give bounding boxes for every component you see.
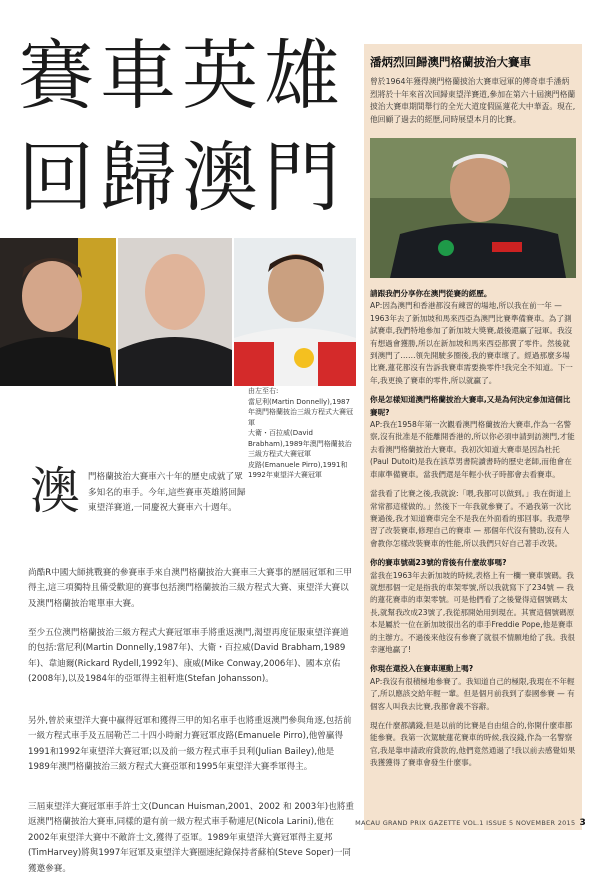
body-paragraph: 另外,曾於東望洋大賽中贏得冠軍和獲得三甲的知名車手也將重返澳門參與角逐,包括前一級方程式車手及五屆勒芒二十四小時耐力賽冠軍皮路(Emanuele Pirro),他曾贏得1991和1992年東望洋大賽冠軍;以及前一級方程式車手貝利(Julian Bailey),他是1989年澳門格蘭披治三級方程式大賽亞軍和1995年東望洋大賽季軍得主。 — [28, 716, 352, 773]
photo-david-brabham — [118, 238, 232, 386]
sidebar-photo — [370, 138, 576, 278]
headline-line-1: 賽車英雄 — [18, 31, 346, 120]
portrait-david-brabham-icon — [118, 238, 232, 386]
portrait-arthur-pun-icon — [370, 138, 576, 278]
interview-answer: 當我看了比賽之後,我就說:「喂,我都可以做到。」我在街道上常常都這樣做的。」然後下一年我就參賽了。不過我第一次比賽過後,我才知道賽車完全不是我在外面看的那回事。我還學習了改裝賽車,修理自己的賽車 — 那個年代沒有贊助,沒有人會教你怎樣改裝賽車的性能,所以我們只好自己著手改裝。 — [370, 489, 572, 548]
page-footer — [355, 818, 586, 828]
body-paragraph: 至少五位澳門格蘭披治三級方程式大賽冠軍車手將重返澳門,渴望再度征服東望洋賽道的包括:當尼利(Martin Donnelly,1987年)、大衛・百拉威(David Brabham,1989年)、韋迪爾(Rickard Rydell,1992年)、康威(Mike Conway,2006年)、國本京佑(2008年),以及1984年的亞軍得主祖軒進(Stefan Johansson)。 — [28, 628, 349, 685]
photo-caption — [248, 386, 356, 481]
interview-answer: 當我在1963年去新加坡的時候,表格上有一欄一賽車號碼。我就想那個一定是指我的車架零號,所以我就寫下了234號 — 我的蓮花賽車的車架零號。可是他們看了之後覺得這個號碼太長,就幫我改成23號了,我從那開始用到現在。其實這個號碼原本是屬於一位在新加坡很出名的車手Freddie Pope,他是賽車的主辦方。不過後來他沒有參賽了就很不情願地給了我。我很幸運地贏了! — [370, 570, 576, 654]
photo-martin-donnelly — [0, 238, 116, 386]
sidebar-intro: 曾於1964年獲得澳門格蘭披治大賽車冠軍的傳奇車手潘炳烈將於十年來首次回歸東望洋賽道,參加在第六十屆澳門格蘭披治大賽車期間舉行的全光大道度假區蓮花大中華盃。現在,他回顧了過去的經歷,同時展望本月的比賽。 — [370, 77, 576, 124]
body-paragraph: 尚酷R中國大師挑戰賽的參賽車手來自澳門格蘭披治大賽車三大賽事的歷屆冠軍和三甲得主,這三項獨特且備受歡迎的賽事包括澳門格蘭披治三級方程式大賽、東望洋大賽以及澳門格蘭披治電單車大賽。 — [28, 568, 352, 609]
caption-line: 當尼利(Martin Donnelly),1987年澳門格蘭披治三級方程式大賽冠軍 — [248, 397, 353, 427]
page-number: 3 — [579, 818, 586, 828]
interview-question: 請跟我們分享你在澳門從賽的經歷。 — [370, 289, 492, 298]
interview-answer: AP:因為澳門和香港都沒有練習的場地,所以我在前一年 — 1963年去了新加坡和馬來西亞為澳門比賽準備賽車。為了測試賽車,我們特地參加了新加坡大獎賽,最後還贏了冠軍。我沒有想過會獲勝,所以在新加坡和馬來西亞都賣了零件。然後就到澳門了……領先開駛多圈後,我的賽車壞了。經過那麼多場比賽,蓮花都沒有告訴我賽車需要換零件!我完全不知道。下一年,我更換了賽車的零件,所以就贏了。 — [370, 301, 573, 385]
footer-text: MACAU GRAND PRIX GAZETTE VOL.1 ISSUE 5 NOVEMBER 2015 — [355, 819, 576, 827]
portrait-martin-donnelly-icon — [0, 238, 116, 386]
caption-line: 大衛・百拉威(David Brabham),1989年澳門格蘭披治三級方程式大賽冠軍 — [248, 429, 352, 458]
interview-question: 你的賽車號碼23號的背後有什麼故事嗎? — [370, 558, 507, 568]
body-paragraph: 三屆東望洋大賽冠軍車手許士文(Duncan Huisman,2001、2002 和 2003年)也將重返澳門格蘭披治大賽車,同樣的還有前一級方程式車手勒連尼(Nicola Larini),他在2002年東望洋大賽中不敵許士文,獲得了亞軍。1989年東望洋大賽冠軍得主夏邦(TimHarvey)將與1997年冠軍及東望洋大賽圈速紀錄保持者蘇柏(Steve Soper)一同獲邀參賽。 — [28, 802, 354, 874]
portrait-emanuele-pirro-icon — [234, 238, 356, 386]
interview-question: 你現在還投入在賽車運動上嗎? — [370, 664, 474, 674]
caption-intro: 由左至右: — [248, 387, 279, 395]
interview-answer: 現在什麼都講錢,但是以前的比賽是自由組合的,你開什麼車都能參賽。我第一次駕駛蓮花賽車的時候,我沒錢,作為一名警察官,我是靠申請政府貸款的,他們竟然通過了!我以前去感覺如果我獲獲得了賽車會發生什麼事。 — [370, 721, 576, 768]
headline-line-2: 回歸澳門 — [18, 133, 346, 222]
intro-paragraph: 門格蘭披治大賽車六十年的歷史成就了眾多知名的車手。今年,這些賽車英雄將回歸東望洋賽道,一同慶祝大賽車六十週年。 — [88, 472, 246, 513]
drop-cap: 澳 — [30, 462, 80, 520]
interview-answer: AP:我在1958年第一次觀看澳門格蘭披治大賽車,作為一名警察,沒有批准是不能離開香港的,所以你必須申請到訪澳門,才能去看澳門格蘭披治大賽車。我初次知道大賽車是因為杜托(Paul Dutoit)是我在該草男書院讀書時的歷史老師,而他會在車庫準備賽車。當我們還是年輕小伙子時都會去看賽車。 — [370, 420, 575, 479]
caption-line: 皮路(Emanuele Pirro),1991和1992年東望洋大賽冠軍 — [248, 460, 348, 479]
interview-question: 你是怎樣知道澳門格蘭披治大賽車,又是為何決定參加這個比賽呢? — [370, 395, 571, 417]
interview-answer: AP:我沒有很積極地參賽了。我知道自己的極限,我現在不年輕了,所以應該交給年輕一輩。但是個月前我到了泰國參賽 — 有個客人叫我去比賽,我都會義不容辭。 — [370, 676, 575, 711]
photo-emanuele-pirro — [234, 238, 356, 386]
sidebar-interview — [370, 288, 576, 777]
sidebar-title: 潘炳烈回歸澳門格蘭披治大賽車 — [370, 55, 531, 69]
